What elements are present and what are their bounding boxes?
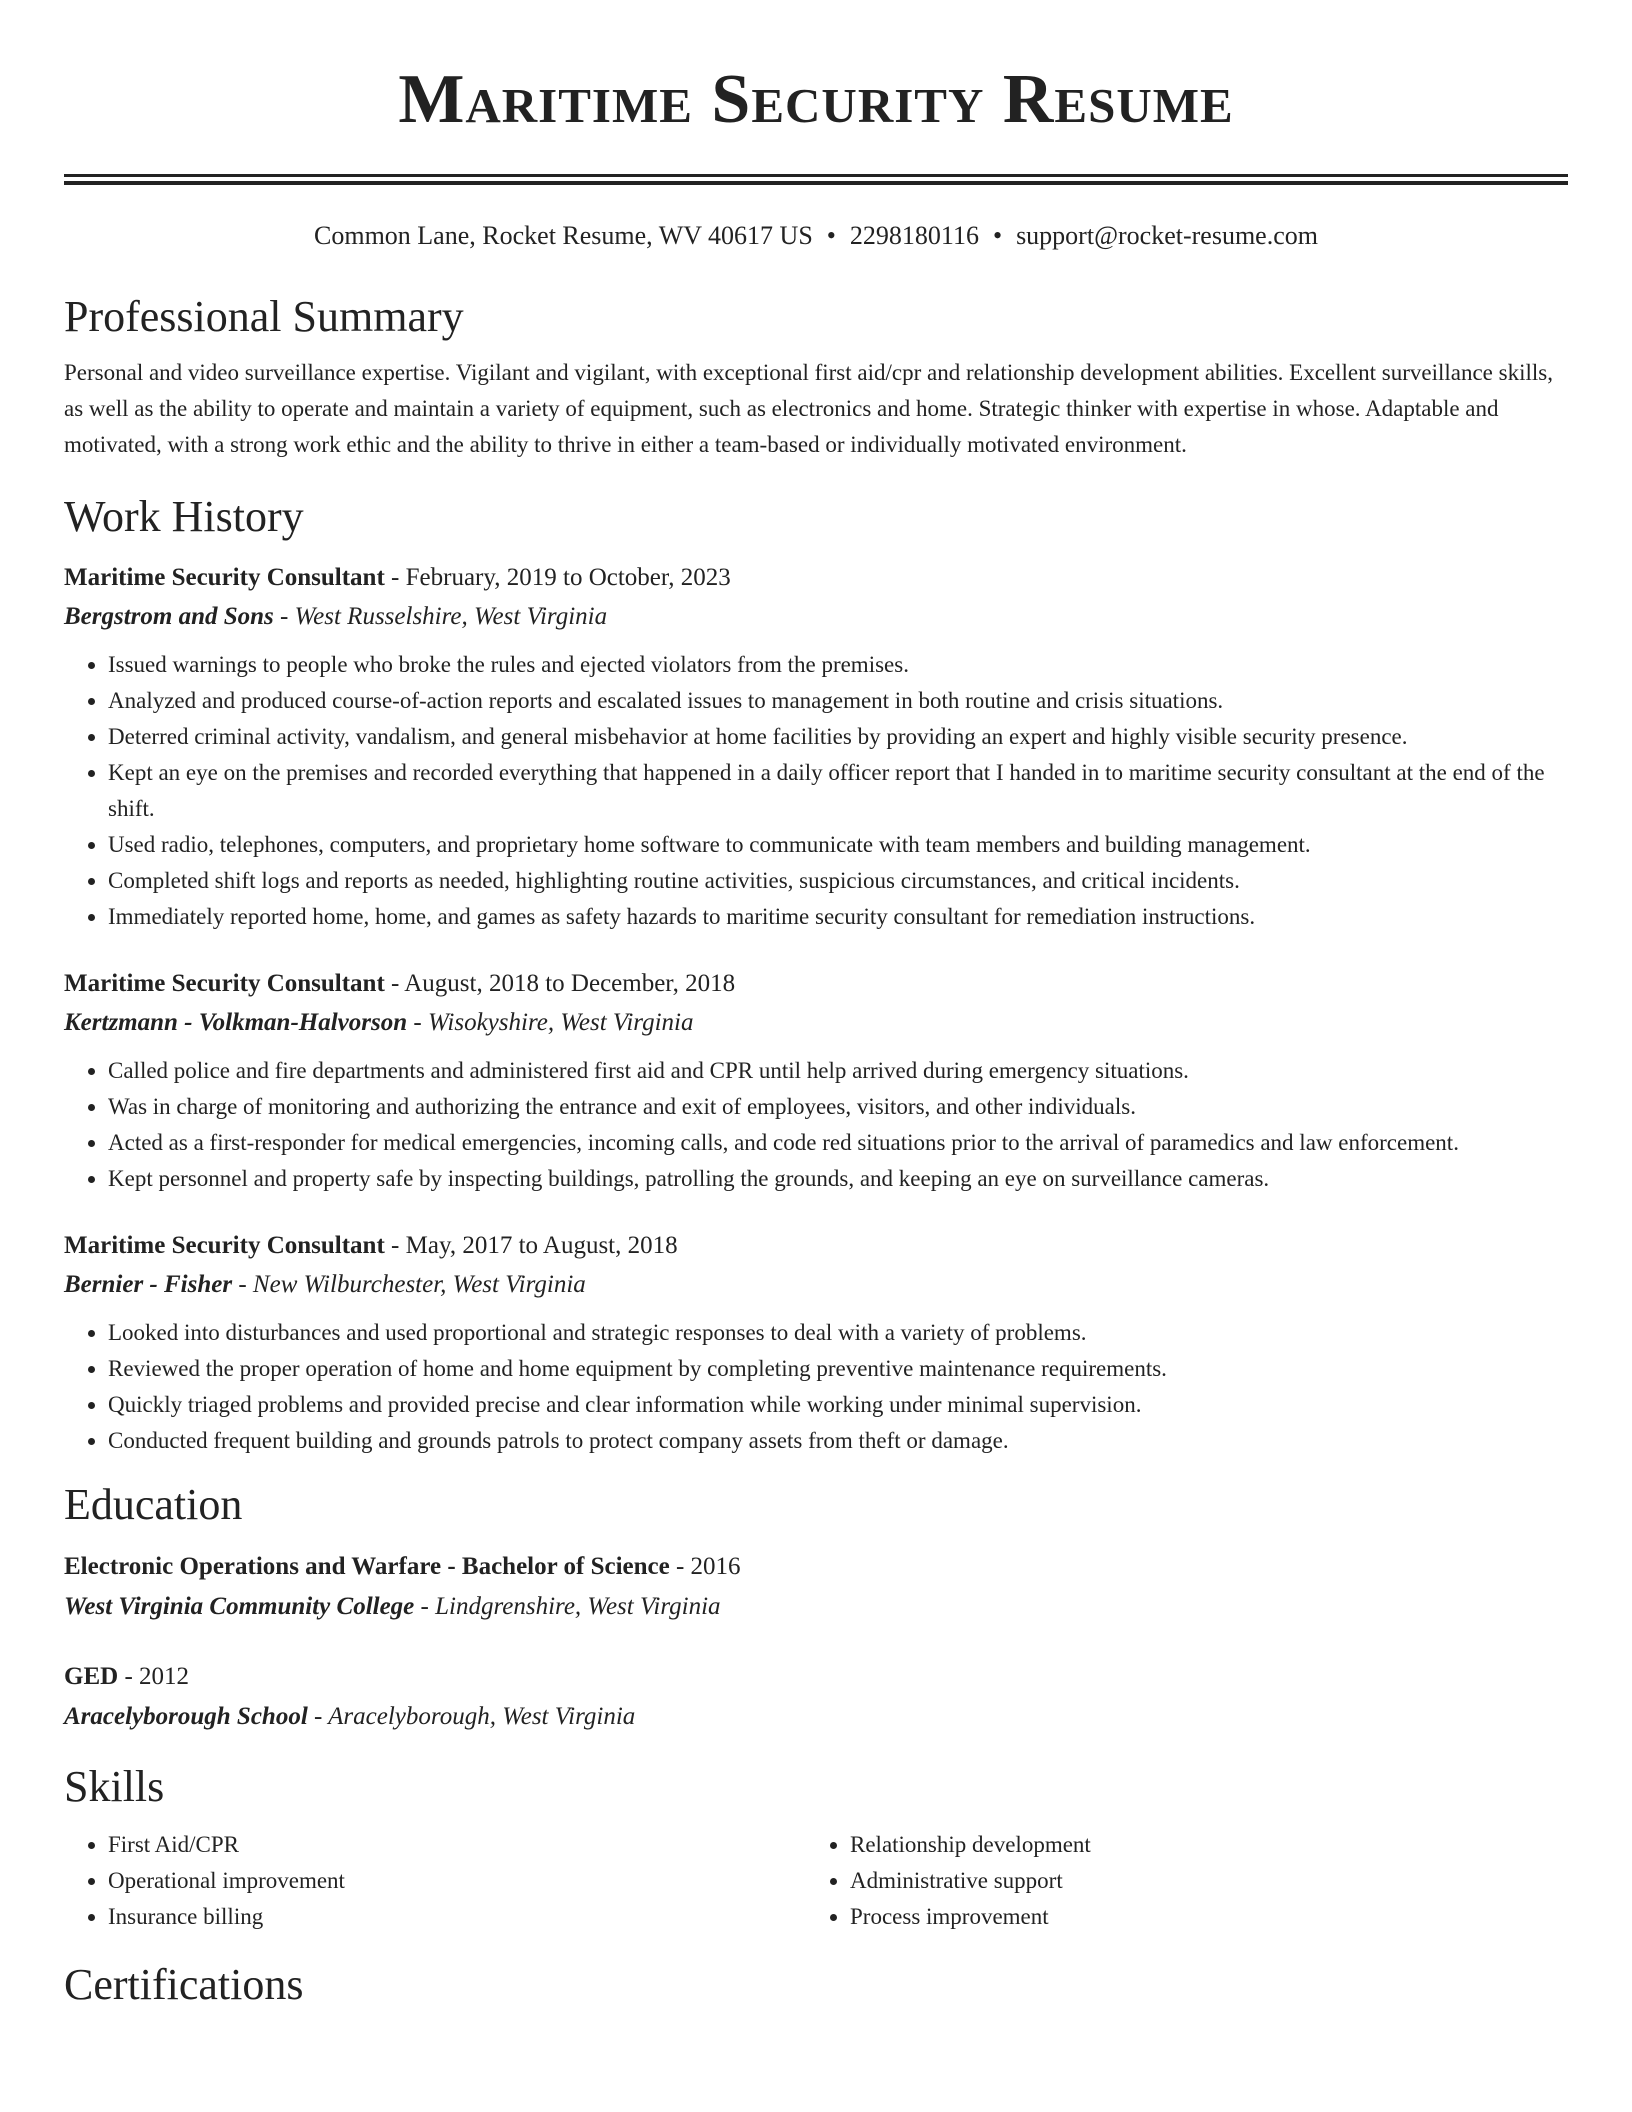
certifications-heading: Certifications <box>64 1960 304 2009</box>
list-item: • Acted as a first-responder for medical emergencies, incoming calls, and code red situations prior to the arrival of paramedics and law enforcement. <box>108 1125 1568 1161</box>
job-location: - Wisokyshire, West Virginia <box>407 1009 694 1036</box>
list-item: • Used radio, telephones, computers, and proprietary home software to communicate with team members and building management. <box>108 827 1568 863</box>
contact-email[interactable]: support@rocket-resume.com <box>1016 221 1318 250</box>
education-degree-line <box>64 1547 1568 1587</box>
contact-separator: • <box>826 221 836 250</box>
job-location: - West Russelshire, West Virginia <box>273 603 608 630</box>
job-company-line <box>64 1003 1568 1043</box>
work-history-heading: Work History <box>64 492 304 541</box>
list-item: • Deterred criminal activity, vandalism, and general misbehavior at home facilities by providing an expert and highly visible security presence. <box>108 719 1568 755</box>
education-year: - 2012 <box>118 1663 190 1690</box>
job-title-line <box>64 1227 1568 1265</box>
summary-text: Personal and video surveillance expertise. Vigilant and vigilant, with exceptional first aid/cpr and relationship development abilities. Excellent surveillance skills, as well as the ability to operate and maintain a variety of equipment, such as electronics and home. Strategic thinker with expertise in whose. Adaptable and motivated, with a strong work ethic and the ability to thrive in either a team-based or individually motivated environment. <box>64 360 1553 457</box>
list-item: • Completed shift logs and reports as needed, highlighting routine activities, suspicious circumstances, and critical incidents. <box>108 863 1568 899</box>
job-duties-list <box>64 1315 1568 1459</box>
job-company: Bergstrom and Sons <box>64 603 274 630</box>
education-school: Aracelyborough School <box>64 1703 308 1730</box>
list-item: • Kept personnel and property safe by inspecting buildings, patrolling the grounds, and keeping an eye on surveillance cameras. <box>108 1161 1568 1197</box>
list-item: • First Aid/CPR <box>108 1827 806 1863</box>
job-company: Kertzmann - Volkman-Halvorson <box>64 1009 408 1036</box>
summary-section <box>64 289 1568 463</box>
title-double-rule <box>64 174 1568 185</box>
certifications-section <box>64 1957 1568 2013</box>
list-item: • Issued warnings to people who broke the rules and ejected violators from the premises. <box>108 647 1568 683</box>
skills-list-left <box>64 1827 806 1935</box>
job-entry <box>64 965 1568 1197</box>
job-company: Bernier - Fisher <box>64 1271 233 1298</box>
list-item: • Insurance billing <box>108 1899 806 1935</box>
list-item: • Conducted frequent building and grounds patrols to protect company assets from theft or damage. <box>108 1423 1568 1459</box>
work-history-section <box>64 489 1568 1459</box>
job-title-line <box>64 965 1568 1003</box>
contact-line <box>64 219 1568 253</box>
list-item: • Looked into disturbances and used proportional and strategic responses to deal with a variety of problems. <box>108 1315 1568 1351</box>
list-item: • Was in charge of monitoring and authorizing the entrance and exit of employees, visitors, and other individuals. <box>108 1089 1568 1125</box>
list-item: • Quickly triaged problems and provided precise and clear information while working under minimal supervision. <box>108 1387 1568 1423</box>
list-item: • Relationship development <box>850 1827 1548 1863</box>
job-role: Maritime Security Consultant <box>64 564 385 591</box>
education-entry <box>64 1657 1568 1737</box>
summary-heading: Professional Summary <box>64 292 464 341</box>
list-item: • Operational improvement <box>108 1863 806 1899</box>
skills-heading: Skills <box>64 1762 165 1811</box>
list-item: • Immediately reported home, home, and games as safety hazards to maritime security consultant for remediation instructions. <box>108 899 1568 935</box>
job-dates: - August, 2018 to December, 2018 <box>384 970 736 997</box>
contact-separator: • <box>992 221 1003 250</box>
job-duties-list <box>64 647 1568 935</box>
contact-phone: 2298180116 <box>849 221 979 250</box>
list-item: • Reviewed the proper operation of home and home equipment by completing preventive maintenance requirements. <box>108 1351 1568 1387</box>
job-company-line <box>64 1265 1568 1305</box>
education-school-line <box>64 1587 1568 1627</box>
list-item: • Administrative support <box>850 1863 1548 1899</box>
education-heading: Education <box>64 1480 243 1529</box>
education-school-line <box>64 1697 1568 1737</box>
resume-title: Maritime Security Resume <box>398 61 1234 138</box>
education-entry <box>64 1547 1568 1627</box>
job-role: Maritime Security Consultant <box>64 1232 385 1259</box>
skills-section <box>64 1759 1568 1935</box>
education-year: - 2016 <box>669 1553 741 1580</box>
education-section <box>64 1477 1568 1737</box>
skills-grid <box>64 1827 1568 1935</box>
education-degree: GED <box>64 1663 119 1690</box>
education-degree: Electronic Operations and Warfare - Bachelor of Science <box>64 1553 670 1580</box>
list-item: • Called police and fire departments and administered first aid and CPR until help arrived during emergency situations. <box>108 1053 1568 1089</box>
job-dates: - May, 2017 to August, 2018 <box>384 1232 678 1259</box>
education-location: - Aracelyborough, West Virginia <box>307 1703 636 1730</box>
education-location: - Lindgrenshire, West Virginia <box>414 1593 721 1620</box>
job-company-line <box>64 597 1568 637</box>
job-entry <box>64 559 1568 935</box>
skills-list-right <box>806 1827 1548 1935</box>
job-title-line <box>64 559 1568 597</box>
job-location: - New Wilburchester, West Virginia <box>232 1271 586 1298</box>
education-degree-line <box>64 1657 1568 1697</box>
job-role: Maritime Security Consultant <box>64 970 385 997</box>
contact-address: Common Lane, Rocket Resume, WV 40617 US <box>314 221 813 250</box>
list-item: • Process improvement <box>850 1899 1548 1935</box>
education-school: West Virginia Community College <box>64 1593 415 1620</box>
job-dates: - February, 2019 to October, 2023 <box>384 564 731 591</box>
job-entry <box>64 1227 1568 1459</box>
list-item: • Kept an eye on the premises and recorded everything that happened in a daily officer report that I handed in to maritime security consultant at the end of the shift. <box>108 755 1568 827</box>
list-item: • Analyzed and produced course-of-action reports and escalated issues to management in both routine and crisis situations. <box>108 683 1568 719</box>
job-duties-list <box>64 1053 1568 1197</box>
